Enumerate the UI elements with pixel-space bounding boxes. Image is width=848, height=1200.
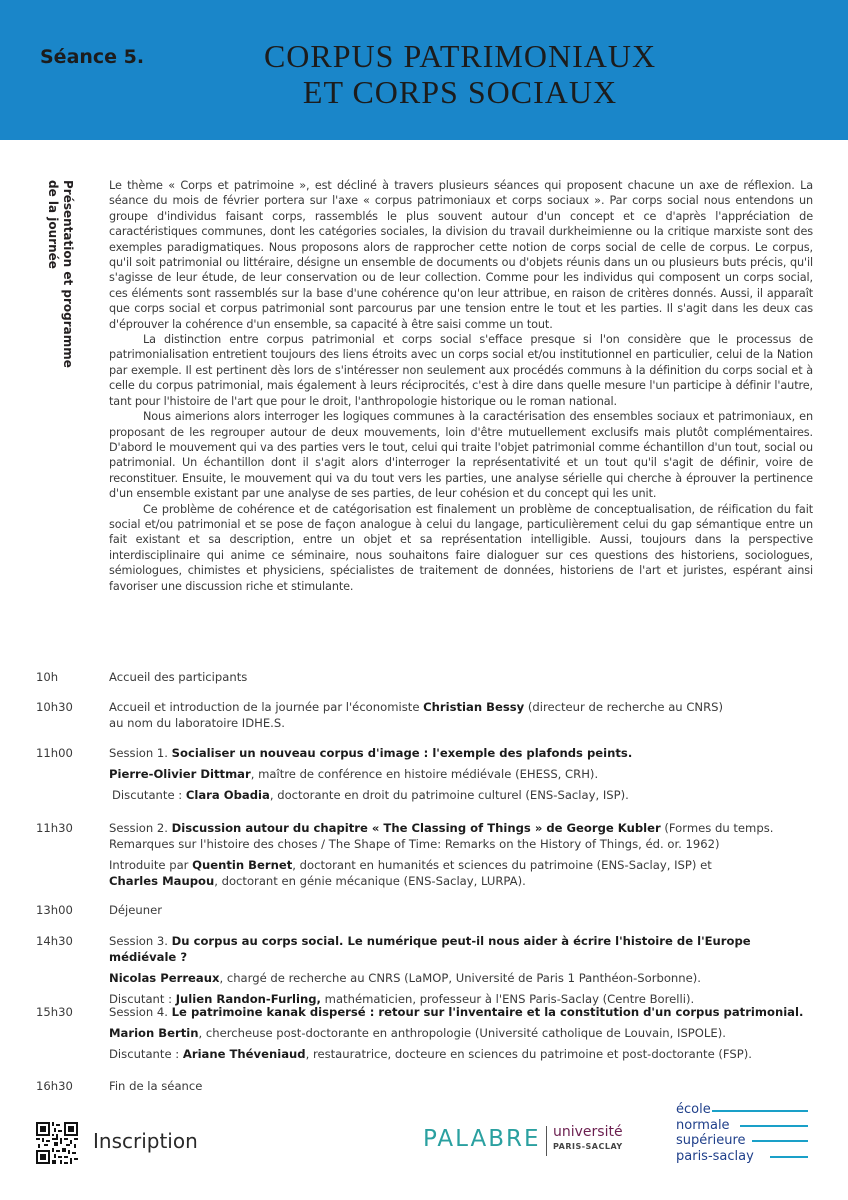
speaker-name: Nicolas Perreaux	[109, 971, 220, 985]
program-time: 11h30	[36, 821, 73, 835]
intro-paragraph-1: Le thème « Corps et patrimoine », est décliné à travers plusieurs séances qui proposent chacune un axe de réflexion. La séance du mois de février portera sur l'axe « corpus patrimoniaux et corps sociaux ». Par corps social nous entendons un groupe d'individus faisant corps, rassemblés le plus souvent autour d'un concept et ce d'après l'appréciation de caractéristiques communes, dont les catégories sociales, la division du travail durkheimienne ou la critique marxiste sont des exemples paradigmatiques. Nous proposons alors de rapprocher cette notion de corps social de celle de corpus. Le corpus, qu'il soit patrimonial ou littéraire, désigne un ensemble de documents ou d'objets réunis dans un ou plusieurs buts précis, qu'il s'agisse de leur étude, de leur conservation ou de leur collection. Comme pour les individus qui composent un corps social, ces éléments sont rassemblés sur la base d'une cohérence qu'on leur attribue, en raison de critères donnés. Aussi, il apparaît que corps social et corpus patrimonial sont parcourus par une tension entre le tout et les parties. Il s'agit dans les deux cas d'éprouver la cohérence d'un ensemble, sa capacité à être saisi comme un tout.	[109, 179, 813, 331]
introducer-line-2: Charles Maupou, doctorant en génie mécanique (ENS-Saclay, LURPA).	[109, 874, 526, 888]
ens-logo-line-1: école	[676, 1102, 711, 1117]
ens-logo-rule-4	[770, 1156, 808, 1158]
program-time: 10h30	[36, 700, 73, 714]
program-text: Accueil des participants	[109, 670, 248, 684]
ens-logo-line-4: paris-saclay	[676, 1148, 754, 1164]
side-section-label	[41, 180, 75, 380]
intro-paragraph-3: Nous aimerions alors interroger les logiques communes à la caractérisation des ensembles sociaux et patrimoniaux, en proposant de les regrouper autour de deux mouvements, loin d'être mutuellement exclusifs mais plutôt complémentaires. D'abord le mouvement qui va des parties vers le tout, celui qui traite l'objet patrimonial comme échantillon d'un tout, social ou patrimonial. Un échantillon dont il s'agit alors d'interroger la représentativité et un tout qu'il s'agit de définir, voire de reconstituer. Ensuite, le mouvement qui va du tout vers les parties, une analyse sérielle qui cherche à éprouver la pertinence d'un ensemble existant par une analyse de ses parties, de leur cohésion et du concept qui les unit.	[109, 410, 813, 501]
session-title: Socialiser un nouveau corpus d'image : l'exemple des plafonds peints.	[171, 746, 633, 760]
session-heading: Session 4. Le patrimoine kanak dispersé : retour sur l'inventaire et la constitution d'un corpus patrimonial.	[109, 1005, 804, 1019]
ens-logo-rule-2	[740, 1125, 808, 1127]
speaker-name: Christian Bessy	[423, 700, 525, 714]
program-time: 13h00	[36, 903, 73, 917]
session-title: Le patrimoine kanak dispersé : retour sur l'inventaire et la constitution d'un corpus patrimonial.	[171, 1005, 804, 1019]
session-heading-line-2: Remarques sur l'histoire des choses / The Shape of Time: Remarks on the History of Things, éd. or. 1962)	[109, 837, 720, 851]
header-banner	[0, 0, 848, 140]
footer	[0, 1102, 848, 1200]
discussant-name: Clara Obadia	[185, 788, 270, 802]
side-label-line-1: Présentation et programme	[61, 180, 75, 368]
session-heading: Session 2. Discussion autour du chapitre « The Classing of Things » de George Kubler (Formes du temps.	[109, 821, 774, 835]
program-time: 11h00	[36, 746, 73, 760]
discussant-line: Discutante : Clara Obadia, doctorante en droit du patrimoine culturel (ENS-Saclay, ISP).	[112, 788, 629, 802]
session-heading: Session 1. Socialiser un nouveau corpus d'image : l'exemple des plafonds peints.	[109, 746, 633, 760]
program-text: Déjeuner	[109, 903, 163, 917]
qr-code-icon[interactable]	[36, 1122, 78, 1164]
speaker-name: Marion Bertin	[109, 1026, 199, 1040]
program-time: 14h30	[36, 934, 73, 948]
introducer-line: Introduite par Quentin Bernet, doctorant en humanités et sciences du patrimoine (ENS-Saclay, ISP) et	[109, 858, 712, 872]
discussant-line: Discutante : Ariane Théveniaud, restauratrice, docteure en sciences du patrimoine et post-doctorante (FSP).	[109, 1047, 752, 1061]
speaker-line: Nicolas Perreaux, chargé de recherche au CNRS (LaMOP, Université de Paris 1 Panthéon-Sorbonne).	[109, 971, 701, 985]
program-time: 10h	[36, 670, 59, 684]
session-heading: Session 3. Du corpus au corps social. Le numérique peut-il nous aider à écrire l'histoire de l'Europe médiévale ?	[109, 934, 751, 964]
session-title: Du corpus au corps social. Le numérique peut-il nous aider à écrire l'histoire de l'Europe médiévale ?	[109, 934, 751, 964]
program-text-line-2: au nom du laboratoire IDHE.S.	[109, 716, 285, 730]
discussant-name: Julien Randon-Furling,	[175, 992, 321, 1006]
universite-logo-text: université	[553, 1124, 623, 1140]
side-label-line-2: de la journée	[46, 180, 60, 269]
discussant-line: Discutant : Julien Randon-Furling, mathématicien, professeur à l'ENS Paris-Saclay (Centre Borelli).	[109, 992, 695, 1006]
title-line-2: ET CORPS SOCIAUX	[302, 74, 618, 110]
program-text: Fin de la séance	[109, 1079, 203, 1093]
program-time: 15h30	[36, 1005, 73, 1019]
page-title	[200, 38, 720, 110]
palabre-logo: PALABRE	[423, 1126, 541, 1152]
program-time: 16h30	[36, 1079, 73, 1093]
speaker-line: Marion Bertin, chercheuse post-doctorante en anthropologie (Université catholique de Louvain, ISPOLE).	[109, 1026, 726, 1040]
intro-paragraph-4: Ce problème de cohérence et de catégorisation est finalement un problème de conceptualisation, de réification du fait social et/ou patrimonial et se pose de façon analogue à celui du langage, particulièrement celui du gap sémantique entre un fait existant et sa description, entre un objet et sa représentation intelligible. Aussi, toujours dans la perspective interdisciplinaire qui anime ce séminaire, nous souhaitons faire dialoguer sur ces questions des historiens, sociologues, sémiologues, chimistes et physiciens, spécialistes de traitement de données, historiens de l'art et juristes, espérant ainsi favoriser une discussion riche et stimulante.	[109, 502, 813, 593]
intro-text	[109, 178, 813, 594]
logo-divider	[546, 1126, 547, 1156]
speaker-name: Pierre-Olivier Dittmar	[109, 767, 251, 781]
inscription-link[interactable]: Inscription	[93, 1129, 198, 1153]
ens-logo-line-3: supérieure	[676, 1133, 746, 1148]
paris-saclay-logo-text: PARIS-SACLAY	[553, 1142, 623, 1151]
speaker-line: Pierre-Olivier Dittmar, maître de conférence en histoire médiévale (EHESS, CRH).	[109, 767, 599, 781]
discussant-name: Ariane Théveniaud	[182, 1047, 306, 1061]
ens-logo-rule-3	[752, 1140, 808, 1142]
intro-paragraph-2: La distinction entre corpus patrimonial et corps social s'efface presque si l'on considère que le processus de patrimonialisation entretient toujours des liens étroits avec un corps social et/ou institutionnel en particulier, celui de la Nation par exemple. Il est pertinent dès lors de s'intéresser non seulement aux procédés communs à la définition du corps social et à celle du corpus patrimonial, mais également à leurs réciprocités, c'est à dire dans quelle mesure l'un participe à définir l'autre, tant pour l'histoire de l'art que pour le droit, l'anthropologie historique ou le roman national.	[109, 333, 813, 408]
speaker-name: Charles Maupou	[109, 874, 215, 888]
session-number: Séance 5.	[40, 46, 145, 68]
ens-logo-line-2: normale	[676, 1117, 730, 1133]
program-text: Accueil et introduction de la journée par l'économiste Christian Bessy (directeur de recherche au CNRS)	[109, 700, 724, 714]
ens-logo-rule-1	[712, 1110, 808, 1112]
title-line-1: CORPUS PATRIMONIAUX	[263, 38, 657, 74]
speaker-name: Quentin Bernet	[192, 858, 293, 872]
session-title: Discussion autour du chapitre « The Classing of Things » de George Kubler	[171, 821, 661, 835]
